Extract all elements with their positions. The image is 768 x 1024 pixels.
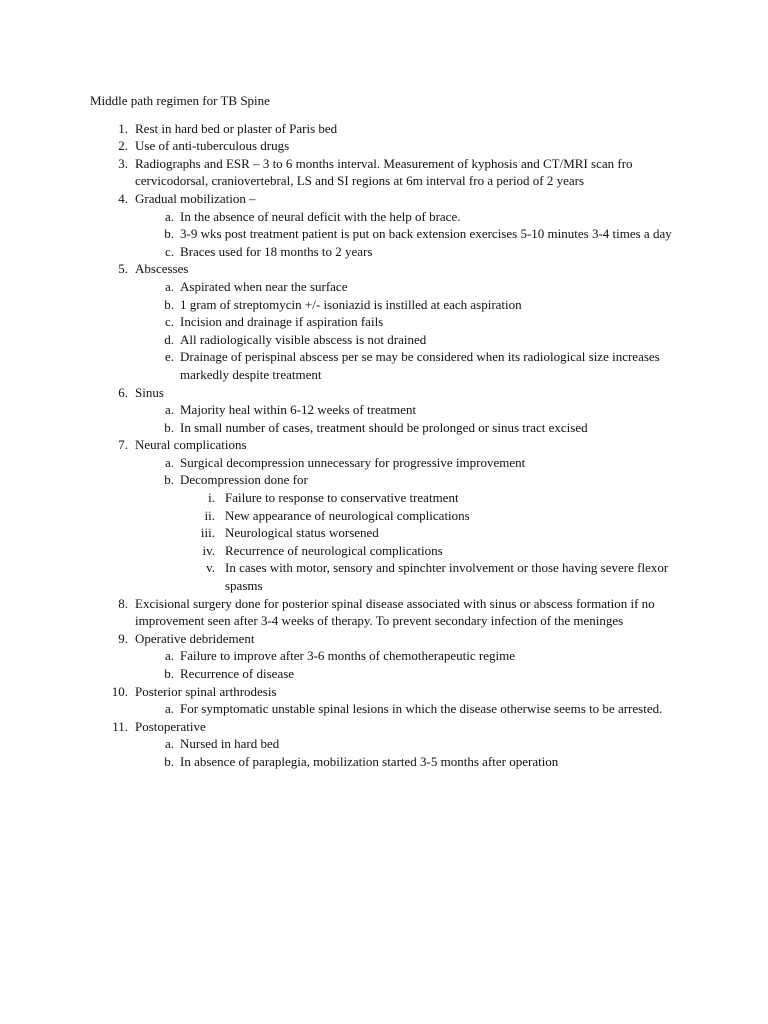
list-item-row (90, 208, 690, 226)
sub-list-level-2 (90, 647, 690, 682)
list-item-row (90, 630, 690, 648)
list-item-level-2 (90, 471, 690, 594)
list-item-level-3 (90, 507, 690, 525)
list-item-text: Rest in hard bed or plaster of Paris bed (135, 120, 338, 136)
list-marker: 7. (118, 437, 128, 453)
list-item-text: Braces used for 18 months to 2 years (180, 243, 373, 259)
list-item-level-2 (90, 401, 690, 419)
list-item-text: Operative debridement (135, 630, 255, 646)
list-item-text: Nursed in hard bed (180, 736, 280, 752)
list-item-level-2 (90, 735, 690, 753)
list-item-level-2 (90, 753, 690, 771)
list-marker: a. (164, 701, 174, 717)
list-item-level-1 (90, 137, 690, 155)
list-item-text: Abscesses (135, 261, 189, 277)
list-item-row (90, 683, 690, 701)
list-item-row (90, 225, 690, 243)
list-item-row (90, 436, 690, 454)
list-item-text: Surgical decompression unnecessary for progressive improvement (180, 454, 526, 470)
list-item-text: 1 gram of streptomycin +/- isoniazid is instilled at each aspiration (180, 296, 522, 312)
list-item-level-1 (90, 595, 690, 630)
list-item-row (90, 595, 690, 630)
list-item-row (90, 559, 690, 594)
list-item-text: Decompression done for (180, 472, 308, 488)
list-item-level-3 (90, 542, 690, 560)
list-marker: b. (164, 226, 174, 242)
list-marker: 8. (118, 595, 128, 611)
list-item-level-2 (90, 700, 690, 718)
list-item-row (90, 718, 690, 736)
list-item-text: In small number of cases, treatment should be prolonged or sinus tract excised (180, 419, 588, 435)
list-item-text: In absence of paraplegia, mobilization started 3-5 months after operation (180, 753, 559, 769)
list-item-row (90, 331, 690, 349)
list-item-level-1 (90, 155, 690, 190)
list-item-level-3 (90, 524, 690, 542)
list-item-row (90, 753, 690, 771)
list-marker: v. (206, 560, 215, 576)
list-item-text: Postoperative (135, 718, 206, 734)
list-marker: 9. (118, 630, 128, 646)
list-item-level-2 (90, 331, 690, 349)
list-item-row (90, 735, 690, 753)
sub-list-level-2 (90, 735, 690, 770)
list-item-level-1 (90, 190, 690, 260)
list-item-level-3 (90, 489, 690, 507)
list-item-text: Excisional surgery done for posterior spinal disease associated with sinus or abscess formation if no improvement seen after 3-4 weeks of therapy. To prevent secondary infection of the meninges (135, 595, 655, 629)
list-item-level-1 (90, 384, 690, 437)
sub-list-level-2 (90, 278, 690, 384)
list-item-level-1 (90, 630, 690, 683)
list-item-text: Neurological status worsened (225, 525, 379, 541)
list-item-row (90, 243, 690, 261)
list-item-level-2 (90, 454, 690, 472)
document-page (90, 92, 690, 771)
list-item-text: For symptomatic unstable spinal lesions in which the disease otherwise seems to be arrested. (180, 701, 663, 717)
list-marker: a. (164, 402, 174, 418)
list-marker: a. (164, 208, 174, 224)
list-item-text: Incision and drainage if aspiration fails (180, 314, 384, 330)
list-item-row (90, 524, 690, 542)
list-marker: b. (164, 666, 174, 681)
list-marker: ii. (204, 507, 215, 523)
list-item-level-2 (90, 208, 690, 226)
sub-list-level-2 (90, 454, 690, 595)
list-item-level-2 (90, 665, 690, 683)
list-item-text: In the absence of neural deficit with the help of brace. (180, 208, 461, 224)
sub-list-level-2 (90, 208, 690, 261)
list-item-level-2 (90, 313, 690, 331)
list-item-row (90, 120, 690, 138)
list-item-text: 3-9 wks post treatment patient is put on back extension exercises 5-10 minutes 3-4 times a day (180, 226, 672, 242)
list-item-level-1 (90, 718, 690, 771)
list-marker: 6. (118, 384, 128, 400)
list-marker: b. (164, 472, 174, 488)
list-marker: iii. (200, 525, 215, 541)
list-item-text: Radiographs and ESR – 3 to 6 months interval. Measurement of kyphosis and CT/MRI scan fro cervicodorsal, craniovertebral, LS and SI regions at 6m interval fro a period of 2 years (135, 155, 633, 189)
list-item-row (90, 296, 690, 314)
list-item-row (90, 419, 690, 437)
list-item-row (90, 313, 690, 331)
list-item-row (90, 647, 690, 665)
list-item-row (90, 665, 690, 683)
list-item-text: Failure to improve after 3-6 months of chemotherapeutic regime (180, 648, 515, 664)
list-item-level-1 (90, 683, 690, 718)
list-item-text: New appearance of neurological complications (225, 507, 470, 523)
main-list (90, 120, 690, 771)
list-marker: 5. (118, 261, 128, 277)
list-marker: b. (164, 419, 174, 435)
list-item-text: Aspirated when near the surface (180, 278, 348, 294)
list-item-text: Recurrence of neurological complications (225, 542, 443, 558)
list-item-text: Recurrence of disease (180, 666, 295, 681)
list-item-text: Use of anti-tuberculous drugs (135, 138, 290, 154)
list-item-level-2 (90, 278, 690, 296)
list-marker: e. (164, 349, 174, 365)
list-item-level-1 (90, 436, 690, 594)
list-marker: a. (164, 454, 174, 470)
list-item-text: Neural complications (135, 437, 247, 453)
list-item-text: Posterior spinal arthrodesis (135, 683, 277, 699)
list-marker: a. (164, 648, 174, 664)
list-marker: 1. (118, 120, 128, 136)
list-item-level-2 (90, 243, 690, 261)
list-item-row (90, 155, 690, 190)
list-item-row (90, 348, 690, 383)
list-item-text: Majority heal within 6-12 weeks of treatment (180, 402, 417, 418)
list-marker: d. (164, 331, 174, 347)
list-marker: 2. (118, 138, 128, 154)
list-item-row (90, 278, 690, 296)
list-item-level-2 (90, 348, 690, 383)
sub-list-level-3 (90, 489, 690, 595)
list-item-row (90, 401, 690, 419)
list-item-row (90, 489, 690, 507)
list-marker: 11. (112, 718, 128, 734)
list-marker: i. (208, 490, 215, 506)
list-item-text: Drainage of perispinal abscess per se may be considered when its radiological size increases markedly despite treatment (180, 349, 660, 382)
list-item-row (90, 507, 690, 525)
list-item-level-2 (90, 419, 690, 437)
list-marker: iv. (202, 542, 215, 558)
list-marker: c. (164, 243, 174, 259)
list-marker: 3. (118, 155, 128, 171)
list-item-level-2 (90, 296, 690, 314)
list-item-row (90, 260, 690, 278)
list-item-text: Failure to response to conservative treatment (225, 490, 459, 506)
list-item-text: All radiologically visible abscess is not drained (180, 331, 427, 347)
list-item-level-3 (90, 559, 690, 594)
list-item-row (90, 190, 690, 208)
list-item-level-1 (90, 120, 690, 138)
list-item-row (90, 137, 690, 155)
list-item-row (90, 384, 690, 402)
sub-list-level-2 (90, 700, 690, 718)
list-item-level-2 (90, 647, 690, 665)
list-marker: a. (164, 736, 174, 752)
list-marker: 10. (111, 683, 128, 699)
list-marker: c. (164, 314, 174, 330)
list-marker: b. (164, 753, 174, 769)
list-item-row (90, 454, 690, 472)
document-title: Middle path regimen for TB Spine (90, 93, 270, 108)
list-item-level-1 (90, 260, 690, 383)
list-marker: b. (164, 296, 174, 312)
list-item-row (90, 471, 690, 489)
list-marker: 4. (118, 190, 128, 206)
list-item-level-2 (90, 225, 690, 243)
sub-list-level-2 (90, 401, 690, 436)
list-item-text: In cases with motor, sensory and spinchter involvement or those having severe flexor spasms (225, 560, 669, 594)
list-item-text: Sinus (135, 384, 164, 400)
list-item-row (90, 542, 690, 560)
list-marker: a. (164, 278, 174, 294)
list-item-text: Gradual mobilization – (135, 190, 256, 206)
list-item-row (90, 700, 690, 718)
